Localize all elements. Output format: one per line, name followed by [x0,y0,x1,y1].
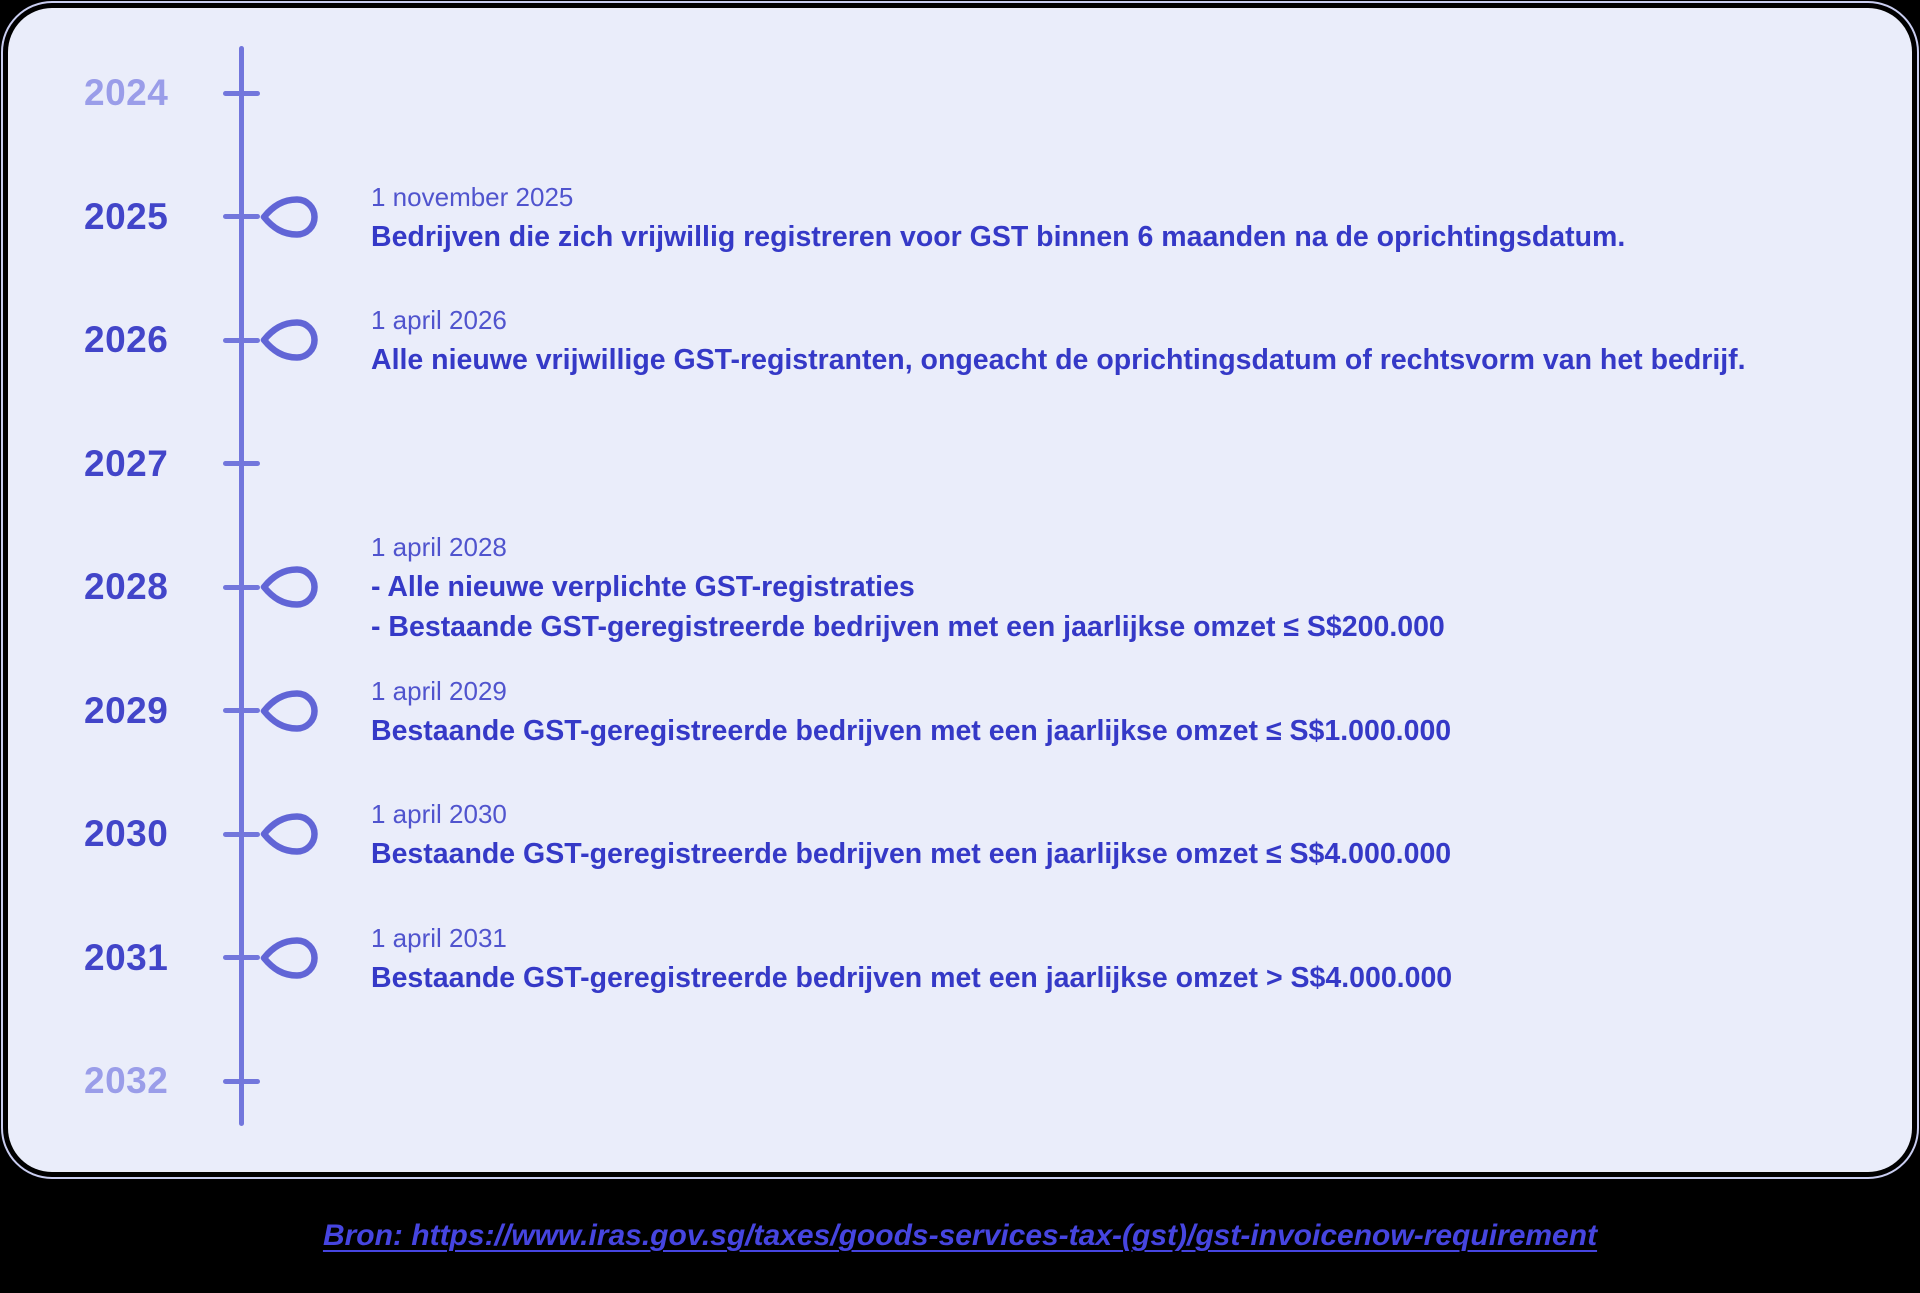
event-description-line: Bestaande GST-geregistreerde bedrijven met een jaarlijkse omzet ≤ S$1.000.000 [371,714,1452,747]
source-link[interactable]: Bron: https://www.iras.gov.sg/taxes/goods-services-tax-(gst)/gst-invoicenow-requirement [322,1219,1598,1252]
timeline-tick-icon [223,585,260,590]
event-description-line: Bestaande GST-geregistreerde bedrijven met een jaarlijkse omzet > S$4.000.000 [371,961,1453,994]
event-text [371,671,1451,751]
droplet-marker-icon [260,810,322,858]
event-description-line: Bestaande GST-geregistreerde bedrijven met een jaarlijkse omzet ≤ S$4.000.000 [371,838,1452,870]
timeline-event [260,918,1452,998]
event-text [371,918,1452,998]
event-date: 1 november 2025 [371,181,574,212]
event-date: 1 april 2028 [371,532,507,562]
year-label: 2024 [84,72,169,113]
year-label: 2025 [84,195,169,237]
timeline-tick-icon [223,91,260,96]
event-description-line: - Bestaande GST-geregistreerde bedrijven met een jaarlijkse omzet ≤ S$200.000 [371,611,1445,643]
timeline-event [260,300,1746,380]
event-description-line: Bedrijven die zich vrijwillig registreren voor GST binnen 6 maanden na de oprichtingsdatum. [371,220,1626,253]
event-text [371,794,1451,874]
year-label: 2026 [84,319,169,360]
droplet-marker-icon [260,316,322,364]
timeline-tick-icon [223,708,260,713]
timeline-tick-icon [223,461,260,466]
event-date: 1 april 2026 [371,305,507,335]
timeline-card [8,8,1912,1172]
timeline-event [260,794,1451,874]
timeline-tick-icon [223,955,260,960]
timeline-tick-icon [223,1079,260,1084]
event-text [371,300,1746,380]
event-text [371,527,1445,647]
footer-bar [0,1179,1920,1293]
timeline-tick-icon [223,832,260,837]
event-text [371,177,1625,257]
event-date: 1 april 2030 [371,799,507,829]
timeline-event [260,671,1451,751]
droplet-marker-icon [260,934,322,982]
year-label: 2027 [84,442,169,484]
year-label: 2030 [84,813,169,854]
droplet-marker-icon [260,563,322,611]
droplet-marker-icon [260,687,322,735]
timeline-event [260,177,1625,257]
year-label: 2032 [84,1060,169,1101]
timeline-tick-icon [223,338,260,343]
timeline-event [260,527,1445,647]
timeline-tick-icon [223,214,260,219]
event-date: 1 april 2031 [371,922,507,953]
droplet-marker-icon [260,193,322,241]
year-label: 2031 [84,936,169,978]
year-label: 2029 [84,689,169,731]
year-label: 2028 [84,566,169,607]
event-description-line: - Alle nieuwe verplichte GST-registraties [371,571,915,603]
event-date: 1 april 2029 [371,675,507,706]
event-description-line: Alle nieuwe vrijwillige GST-registranten, ongeacht de oprichtingsdatum of rechtsvorm van het bedrijf. [371,344,1746,376]
